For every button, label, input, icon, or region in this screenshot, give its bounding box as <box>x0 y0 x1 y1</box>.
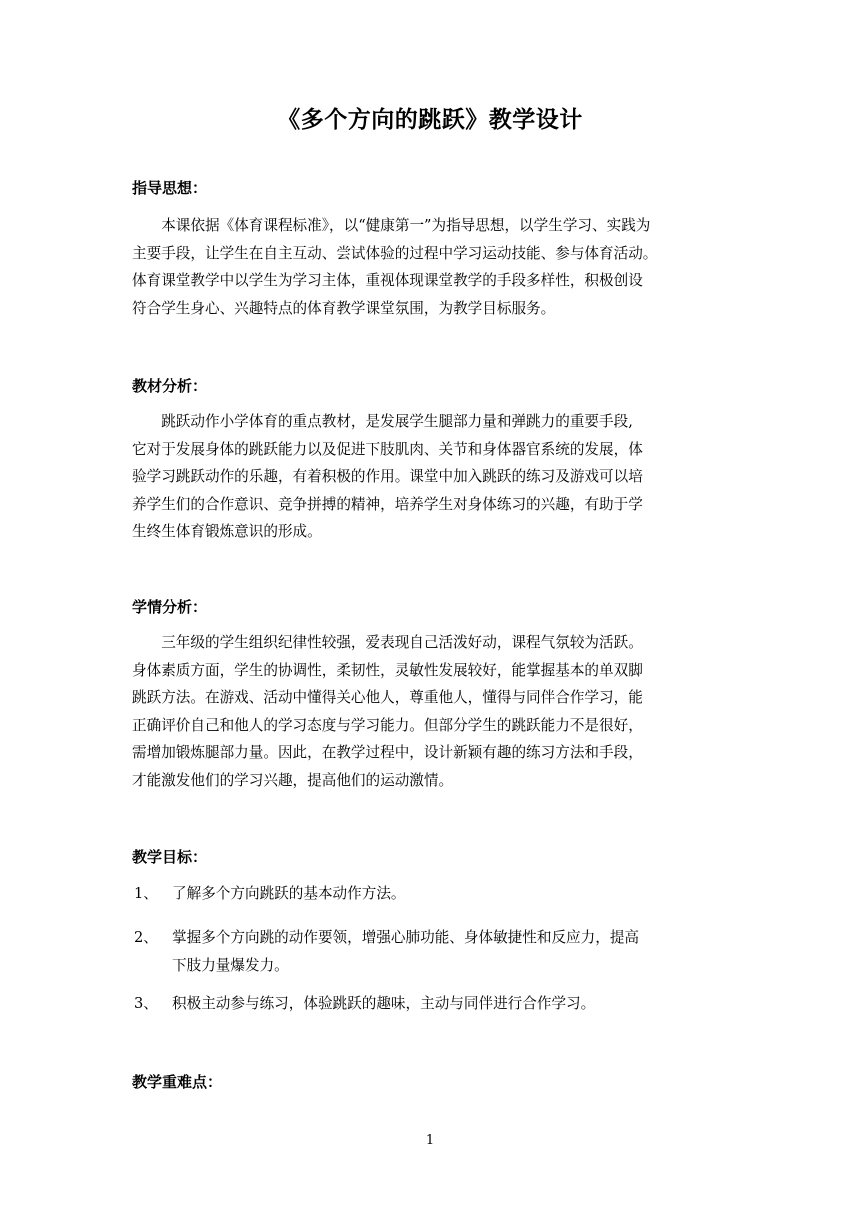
goal-line: 了解多个方向跳跃的基本动作方法。 <box>172 885 406 902</box>
goal-line: 下肢力量爆发力。 <box>172 956 289 974</box>
goal-line: 积极主动参与练习，体验跳跃的趣味，主动与同伴进行合作学习。 <box>172 995 596 1012</box>
paragraph-line: 主要手段，让学生在自主互动、尝试体验的过程中学习运动技能、参与体育活动。 <box>132 244 658 262</box>
goal-text <box>172 924 734 979</box>
goal-number: 2、 <box>134 929 158 946</box>
paragraph-line: 符合学生身心、兴趣特点的体育教学课堂氛围，为教学目标服务。 <box>132 299 556 317</box>
goal-text <box>172 880 734 908</box>
paragraph-line: 养学生们的合作意识、竞争拼搏的精神，培养学生对身体练习的兴趣，有助于学 <box>132 495 643 513</box>
document-title: 《多个方向的跳跃》教学设计 <box>277 107 583 133</box>
paragraph-line: 跳跃动作小学体育的重点教材，是发展学生腿部力量和弹跳力的重要手段, <box>161 413 633 430</box>
students-paragraph <box>132 629 730 795</box>
paragraph-line: 才能激发他们的学习兴趣，提高他们的运动激情。 <box>132 771 454 789</box>
paragraph-line: 正确评价自己和他人的学习态度与学习能力。但部分学生的跳跃能力不是很好， <box>132 716 643 734</box>
section-heading-goals: 教学目标： <box>132 848 208 866</box>
paragraph-line: 跳跃方法。在游戏、活动中懂得关心他人，尊重他人，懂得与同伴合作学习，能 <box>132 689 643 707</box>
section-heading-keypoints: 教学重难点： <box>132 1073 223 1091</box>
goal-line: 掌握多个方向跳的动作要领，增强心肺功能、身体敏捷性和反应力，提高 <box>172 929 640 946</box>
paragraph-line: 验学习跳跃动作的乐趣，有着积极的作用。课堂中加入跳跃的练习及游戏可以培 <box>132 468 643 486</box>
goal-number: 1、 <box>134 885 158 902</box>
paragraph-line: 三年级的学生组织纪律性较强，爱表现自己活泼好动，课程气氛较为活跃。 <box>161 634 643 651</box>
goal-number: 3、 <box>134 995 158 1012</box>
paragraph-line: 身体素质方面，学生的协调性，柔韧性，灵敏性发展较好，能掌握基本的单双脚 <box>132 661 643 679</box>
paragraph-line: 本课依据《体育课程标准》，以“健康第一”为指导思想，以学生学习、实践为 <box>161 217 651 234</box>
paragraph-line: 需增加锻炼腿部力量。因此，在教学过程中，设计新颖有趣的练习方法和手段， <box>132 744 643 762</box>
material-paragraph <box>132 408 730 546</box>
section-heading-guiding: 指导思想： <box>132 179 208 197</box>
paragraph-line: 生终生体育锻炼意识的形成。 <box>132 523 322 541</box>
paragraph-line: 体育课堂教学中以学生为学习主体，重视体现课堂教学的手段多样性，积极创设 <box>132 272 643 290</box>
section-heading-students: 学情分析： <box>132 598 208 616</box>
paragraph-line: 它对于发展身体的跳跃能力以及促进下肢肌肉、关节和身体器官系统的发展，体 <box>132 440 643 458</box>
goal-text <box>172 990 734 1018</box>
section-heading-material: 教材分析： <box>132 377 208 395</box>
guiding-paragraph <box>132 212 730 322</box>
page-number: 1 <box>425 1133 435 1148</box>
